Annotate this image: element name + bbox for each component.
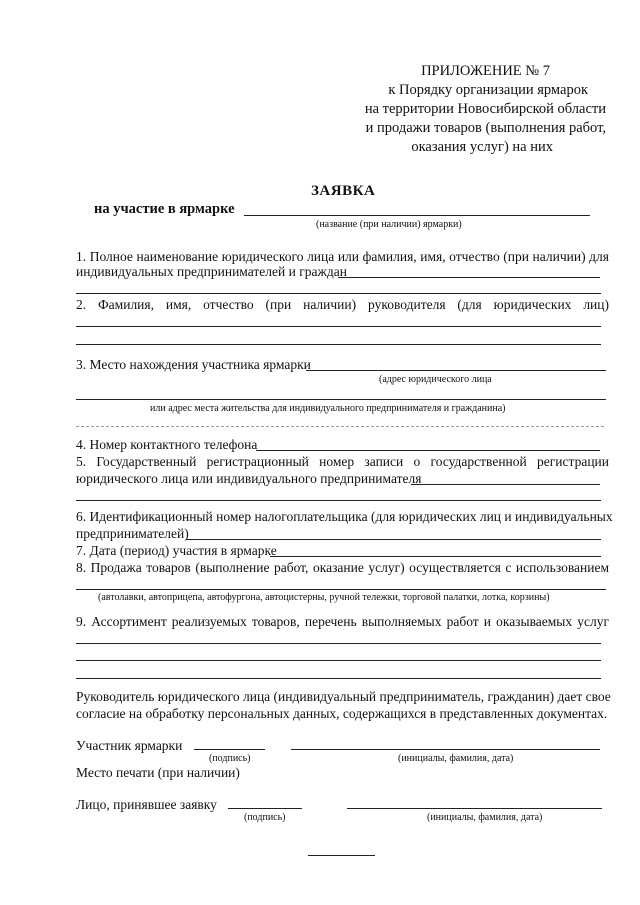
item4-label: 4. Номер контактного телефона [76, 437, 258, 452]
item2-field-a[interactable] [76, 326, 601, 327]
fair-name-caption: (название (при наличии) ярмарки) [316, 219, 462, 230]
item2-line1: 2. Фамилия, имя, отчество (при наличии) руководителя (для юридических лиц) [76, 297, 609, 312]
item3-caption-2: или адрес места жительства для индивидуального предпринимателя и гражданина) [150, 403, 506, 414]
receiver-initials-field[interactable] [347, 808, 602, 809]
item1-field-a[interactable] [338, 277, 600, 278]
item3-field-b[interactable] [76, 399, 606, 400]
assortment-field-b[interactable] [76, 660, 601, 661]
receiver-signature-field[interactable] [228, 808, 302, 809]
assortment-field-c[interactable] [76, 678, 601, 679]
participant-signature-field[interactable] [194, 749, 265, 750]
receiver-label: Лицо, принявшее заявку [76, 797, 217, 812]
item1-line2: индивидуальных предпринимателей и граждан [76, 264, 347, 279]
closing-separator [308, 855, 375, 856]
header-line-1: ПРИЛОЖЕНИЕ № 7 [421, 63, 550, 79]
seal-label: Место печати (при наличии) [76, 765, 240, 780]
header-line-2: к Порядку организации ярмарок [388, 82, 588, 98]
consent-line2: согласие на обработку персональных данных, содержащихся в представленных документах. [76, 706, 608, 721]
participant-initials-caption: (инициалы, фамилия, дата) [398, 753, 514, 764]
header-block [300, 62, 606, 157]
header-line-3: на территории Новосибирской области [364, 101, 606, 117]
item1-field-b[interactable] [76, 293, 601, 294]
form-subtitle: на участие в ярмарке [94, 201, 235, 217]
item2-field-b[interactable] [76, 344, 601, 345]
item8-line1: 8. Продажа товаров (выполнение работ, оказание услуг) осуществляется с использованием [76, 560, 609, 575]
item8-caption: (автолавки, автоприцепа, автофургона, автоцистерны, ручной тележки, торговой палатки, лотка, корзины) [98, 592, 550, 603]
item3-caption-1: (адрес юридического лица [379, 374, 492, 385]
item6-line2: предпринимателей) [76, 526, 189, 541]
ogrn-field-b[interactable] [76, 500, 601, 501]
item9-line1: 9. Ассортимент реализуемых товаров, перечень выполняемых работ и оказываемых услуг [76, 614, 609, 629]
form-title: ЗАЯВКА [311, 183, 376, 199]
header-line-5: оказания услуг) на них [411, 139, 553, 155]
item7-label: 7. Дата (период) участия в ярмарке [76, 543, 277, 558]
participant-signature-caption: (подпись) [209, 753, 251, 764]
dashed-divider [76, 426, 604, 427]
ogrn-field-a[interactable] [411, 484, 600, 485]
item5-line2: юридического лица или индивидуального предпринимателя [76, 471, 422, 486]
receiver-initials-caption: (инициалы, фамилия, дата) [427, 812, 543, 823]
phone-field[interactable] [256, 450, 600, 451]
item5-line1: 5. Государственный регистрационный номер записи о государственной регистрации [76, 454, 609, 469]
consent-line1: Руководитель юридического лица (индивидуальный предприниматель, гражданин) дает свое [76, 689, 611, 704]
date-field[interactable] [270, 556, 601, 557]
equipment-field[interactable] [76, 589, 606, 590]
receiver-signature-caption: (подпись) [244, 812, 286, 823]
participant-initials-field[interactable] [291, 749, 600, 750]
assortment-field-a[interactable] [76, 643, 601, 644]
item1-line1: 1. Полное наименование юридического лица или фамилия, имя, отчество (при наличии) для [76, 249, 609, 264]
item3-label: 3. Место нахождения участника ярмарки [76, 357, 311, 372]
header-line-4: и продажи товаров (выполнения работ, [365, 120, 606, 136]
inn-field[interactable] [186, 539, 601, 540]
item6-line1: 6. Идентификационный номер налогоплательщика (для юридических лиц и индивидуальных [76, 509, 613, 524]
fair-name-field[interactable] [244, 215, 590, 216]
participant-label: Участник ярмарки [76, 738, 183, 753]
item3-field-a[interactable] [306, 370, 606, 371]
